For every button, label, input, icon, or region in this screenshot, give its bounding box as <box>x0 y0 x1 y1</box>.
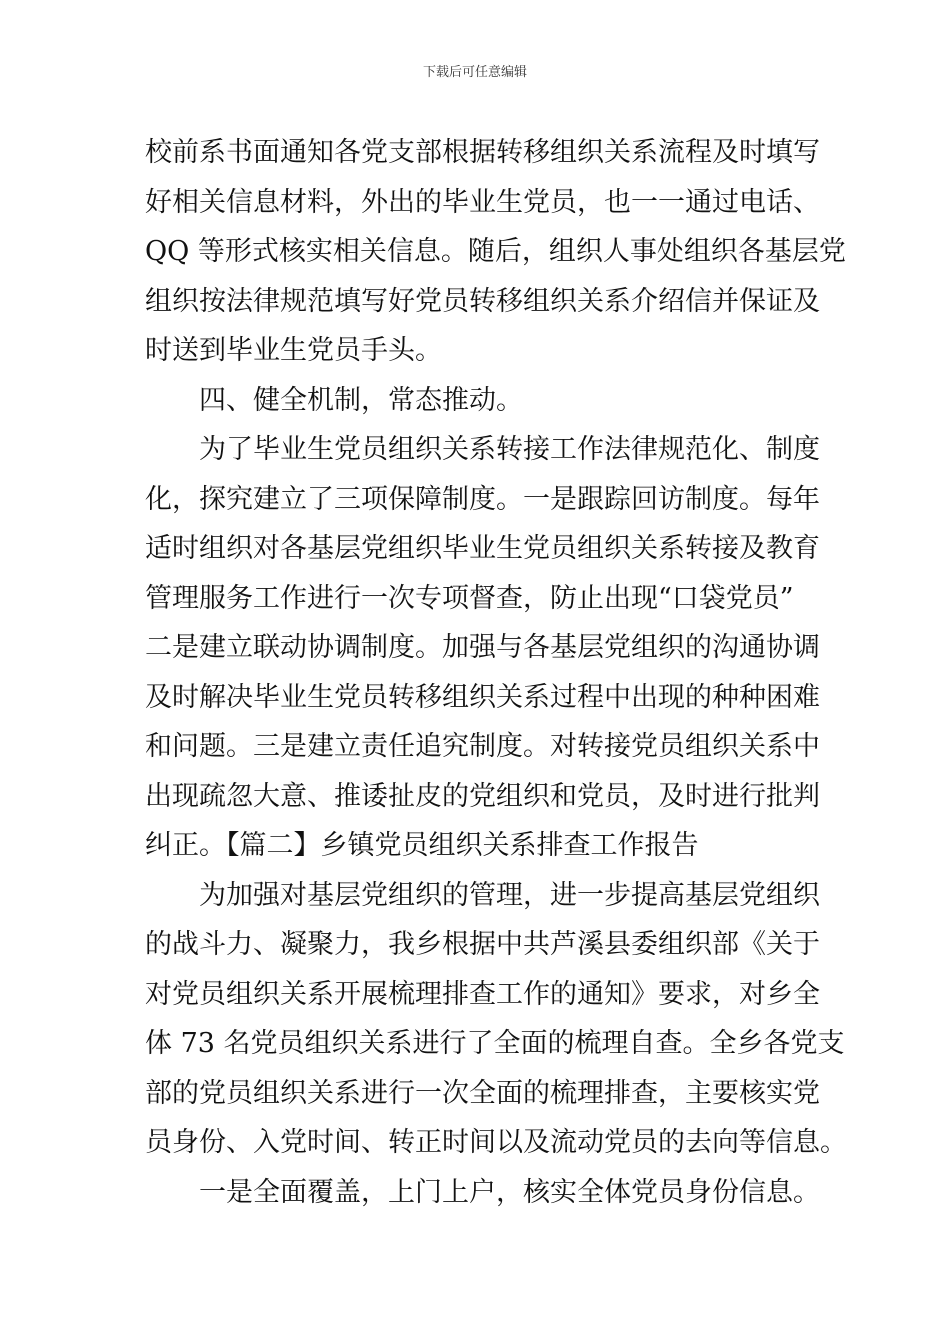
text-line: 及时解决毕业生党员转移组织关系过程中出现的种种困难 <box>145 681 820 713</box>
text-line: 的战斗力、凝聚力，我乡根据中共芦溪县委组织部《关于 <box>145 929 820 960</box>
text-line: 体 73 名党员组织关系进行了全面的梳理自查。全乡各党支 <box>145 1028 845 1059</box>
document-body <box>145 128 847 1217</box>
text-line: 和问题。三是建立责任追究制度。对转接党员组织关系中 <box>145 731 820 762</box>
text-line: 组织按法律规范填写好党员转移组织关系介绍信并保证及 <box>145 285 820 317</box>
text-line: 员身份、入党时间、转正时间以及流动党员的去向等信息。 <box>145 1127 847 1158</box>
text-line: 二是建立联动协调制度。加强与各基层党组织的沟通协调 <box>145 632 820 663</box>
text-line: 化，探究建立了三项保障制度。一是跟踪回访制度。每年 <box>145 483 820 515</box>
paragraph-start-line: 为了毕业生党员组织关系转接工作法律规范化、制度 <box>199 434 820 465</box>
text-line: QQ 等形式核实相关信息。随后，组织人事处组织各基层党 <box>145 236 846 267</box>
text-line: 适时组织对各基层党组织毕业生党员组织关系转接及教育 <box>145 533 820 564</box>
text-line: 纠正。【篇二】乡镇党员组织关系排查工作报告 <box>145 830 699 861</box>
text-line: 部的党员组织关系进行一次全面的梳理排查，主要核实党 <box>145 1077 820 1109</box>
page-header-note: 下载后可任意编辑 <box>422 65 527 80</box>
paragraph-start-line: 一是全面覆盖，上门上户，核实全体党员身份信息。 <box>199 1176 820 1208</box>
paragraph-start-line: 为加强对基层党组织的管理，进一步提高基层党组织 <box>199 879 820 911</box>
text-line: 对党员组织关系开展梳理排查工作的通知》要求，对乡全 <box>145 978 820 1010</box>
text-line: 管理服务工作进行一次专项督查，防止出现“口袋党员” <box>145 582 794 614</box>
text-line: 校前系书面通知各党支部根据转移组织关系流程及时填写 <box>145 137 820 168</box>
text-line: 好相关信息材料，外出的毕业生党员，也一一通过电话、 <box>145 186 820 218</box>
text-line: 时送到毕业生党员手头。 <box>145 335 442 366</box>
text-line: 出现疏忽大意、推诿扯皮的党组织和党员，及时进行批判 <box>145 780 820 812</box>
section-heading: 四、健全机制，常态推动。 <box>199 384 523 416</box>
